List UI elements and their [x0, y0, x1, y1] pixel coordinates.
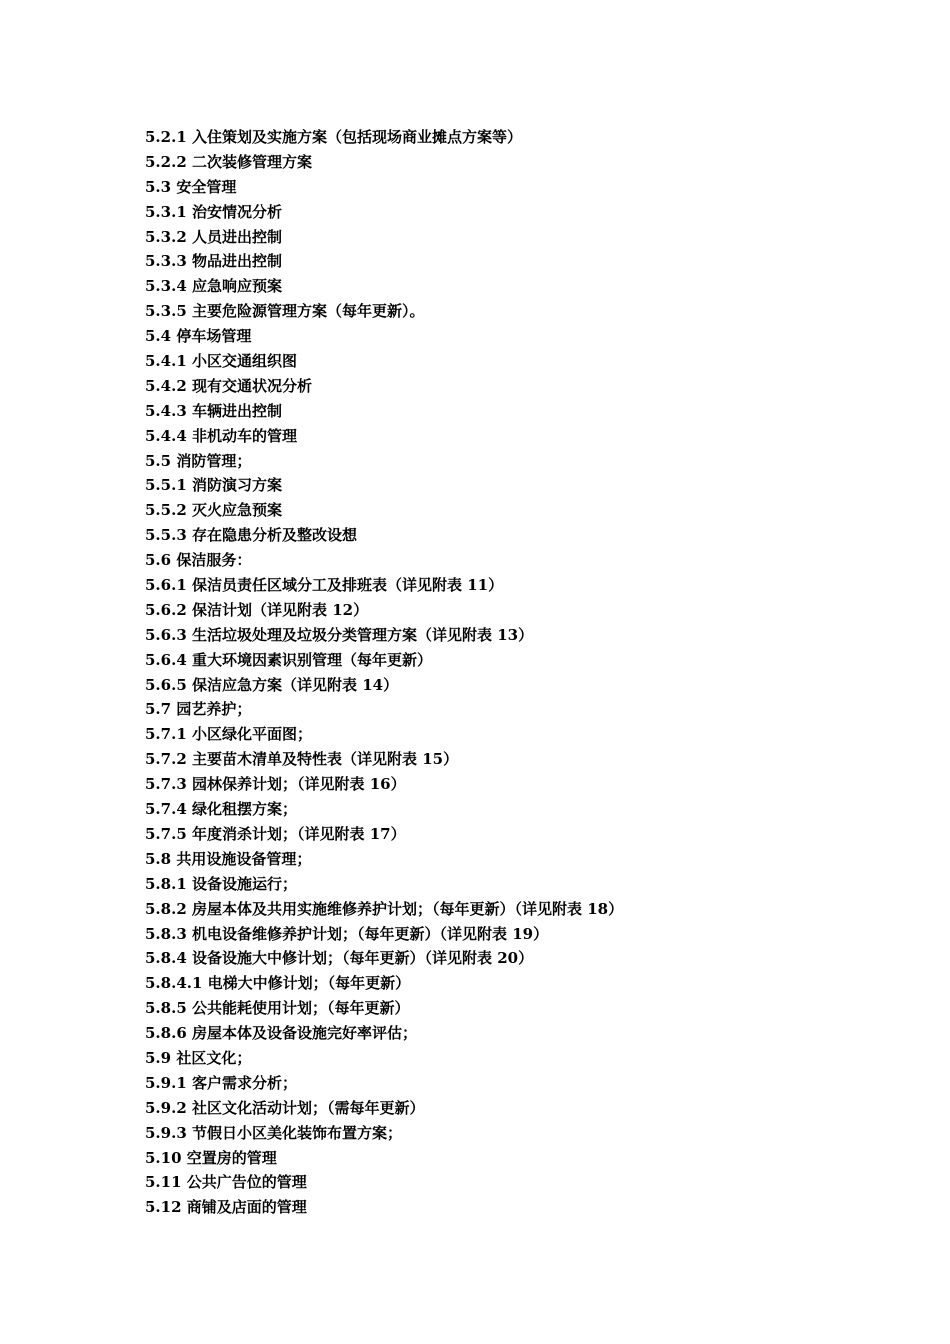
- outline-line: 5.4.3 车辆进出控制: [145, 401, 282, 420]
- outline-line: 5.6.5 保洁应急方案（详见附表 14）: [145, 675, 399, 694]
- outline-line: 5.3 安全管理: [145, 177, 237, 196]
- outline-line: 5.8 共用设施设备管理；: [145, 849, 312, 868]
- outline-line: 5.6.3 生活垃圾处理及垃圾分类管理方案（详见附表 13）: [145, 625, 534, 644]
- outline-line: 5.8.5 公共能耗使用计划；（每年更新）: [145, 999, 410, 1018]
- outline-line: 5.5.2 灭火应急预案: [145, 501, 282, 520]
- outline-line: 5.7.4 绿化租摆方案；: [145, 800, 297, 819]
- outline-line: 5.9 社区文化；: [145, 1048, 252, 1067]
- outline-line: 5.4 停车场管理: [145, 327, 252, 346]
- outline-line: 5.3.4 应急响应预案: [145, 277, 282, 296]
- outline-line: 5.2.1 入住策划及实施方案（包括现场商业摊点方案等）: [145, 128, 522, 146]
- outline-line: 5.8.1 设备设施运行；: [145, 874, 297, 893]
- outline-line: 5.6.1 保洁员责任区域分工及排班表（详见附表 11）: [145, 576, 504, 595]
- outline-line: 5.7 园艺养护；: [145, 700, 252, 719]
- outline-line: 5.3.5 主要危险源管理方案（每年更新）。: [145, 302, 425, 321]
- outline-line: 5.8.3 机电设备维修养护计划；（每年更新）（详见附表 19）: [145, 924, 549, 943]
- outline-line: 5.8.2 房屋本体及共用实施维修养护计划；（每年更新）（详见附表 18）: [145, 899, 624, 918]
- outline-line: 5.6.4 重大环境因素识别管理（每年更新）: [145, 650, 432, 669]
- outline-line: 5.7.1 小区绿化平面图；: [145, 725, 312, 744]
- outline-line: 5.3.2 人员进出控制: [145, 227, 282, 246]
- document-page: [145, 125, 905, 1220]
- outline-line: 5.4.4 非机动车的管理: [145, 426, 297, 445]
- outline-line: 5.4.2 现有交通状况分析: [145, 376, 312, 395]
- outline-line: 5.7.5 年度消杀计划；（详见附表 17）: [145, 824, 406, 843]
- outline-line: 5.9.2 社区文化活动计划；（需每年更新）: [145, 1098, 425, 1117]
- outline-line: 5.9.3 节假日小区美化装饰布置方案；: [145, 1123, 402, 1142]
- outline-line: 5.5 消防管理；: [145, 451, 252, 470]
- outline-line: 5.6 保洁服务：: [145, 551, 252, 570]
- outline-line: 5.7.2 主要苗木清单及特性表（详见附表 15）: [145, 750, 459, 769]
- outline-line: 5.8.4 设备设施大中修计划；（每年更新）（详见附表 20）: [145, 949, 534, 968]
- outline-line: 5.5.1 消防演习方案: [145, 476, 282, 495]
- outline-line: 5.9.1 客户需求分析；: [145, 1073, 297, 1092]
- outline-line: 5.8.6 房屋本体及设备设施完好率评估；: [145, 1024, 417, 1043]
- outline-line: 5.11 公共广告位的管理: [145, 1173, 307, 1192]
- outline-line: 5.5.3 存在隐患分析及整改设想: [145, 526, 357, 545]
- outline-line: 5.3.1 治安情况分析: [145, 202, 282, 221]
- outline-line: 5.10 空置房的管理: [145, 1148, 277, 1167]
- outline-line: 5.3.3 物品进出控制: [145, 252, 282, 271]
- outline-line: 5.7.3 园林保养计划；（详见附表 16）: [145, 775, 406, 794]
- outline-line: 5.6.2 保洁计划（详见附表 12）: [145, 600, 369, 619]
- outline-line: 5.4.1 小区交通组织图: [145, 352, 297, 371]
- outline-line: 5.2.2 二次装修管理方案: [145, 152, 312, 171]
- outline-line: 5.8.4.1 电梯大中修计划；（每年更新）: [145, 974, 411, 993]
- outline-line: 5.12 商铺及店面的管理: [145, 1198, 307, 1217]
